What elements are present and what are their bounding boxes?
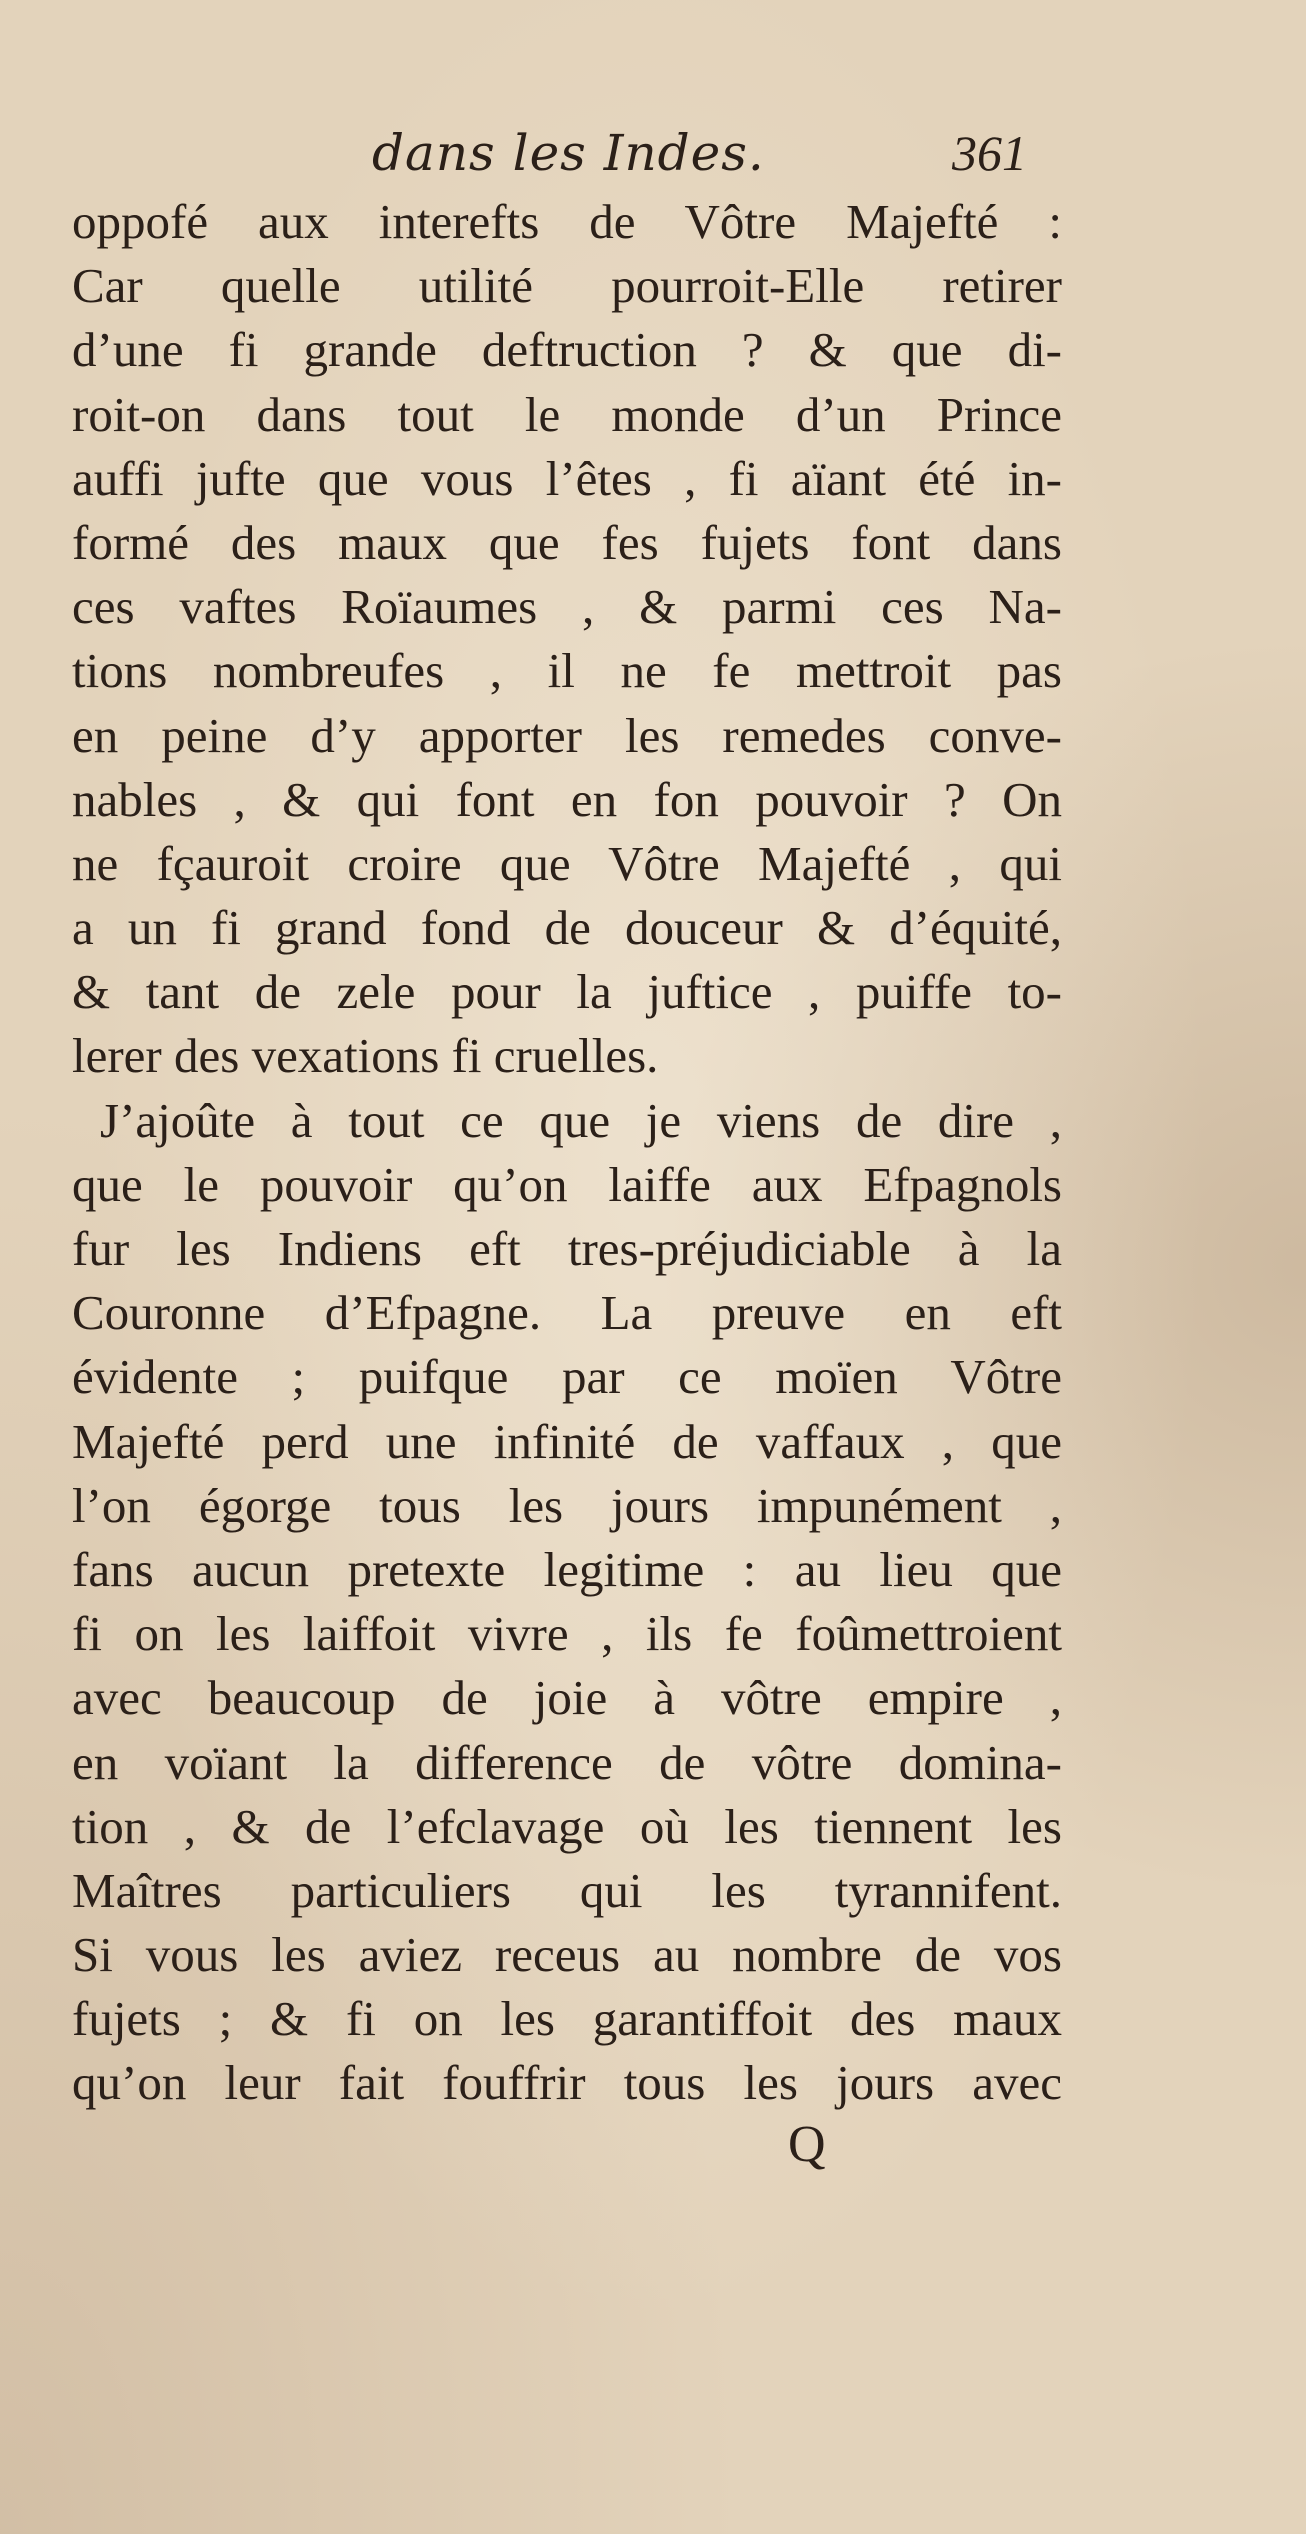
running-title: dans les Indes.	[372, 124, 765, 182]
text-line: Car quelle utilité pourroit-Elle retirer	[72, 258, 1062, 314]
page-header	[72, 118, 1072, 188]
catchword: Q	[788, 2116, 826, 2173]
text-line: ces vaftes Roïaumes , & parmi ces Na-	[72, 579, 1062, 635]
body-text	[72, 190, 1062, 2116]
text-line: nables , & qui font en fon pouvoir ? On	[72, 771, 1062, 827]
text-line: évidente ; puifque par ce moïen Vôtre	[72, 1349, 1062, 1405]
text-line: l’on égorge tous les jours impunément ,	[72, 1477, 1062, 1533]
text-line: en voïant la difference de vôtre domina-	[72, 1734, 1062, 1790]
text-line: Maîtres particuliers qui les tyrannifent.	[72, 1862, 1062, 1918]
text-line: fi on les laiffoit vivre , ils fe foûmettroient	[72, 1606, 1062, 1662]
text-line: en peine d’y apporter les remedes conve-	[72, 707, 1062, 763]
text-line: que le pouvoir qu’on laiffe aux Efpagnols	[72, 1156, 1062, 1212]
text-line: auffi jufte que vous l’êtes , fi aïant été in-	[72, 450, 1062, 506]
text-line: tions nombreufes , il ne fe mettroit pas	[72, 643, 1062, 699]
text-line: Si vous les aviez receus au nombre de vos	[72, 1927, 1062, 1983]
text-line: fans aucun pretexte legitime : au lieu que	[72, 1541, 1062, 1597]
text-line: d’une fi grande deftruction ? & que di-	[72, 322, 1062, 378]
paragraph-start-line: J’ajoûte à tout ce que je viens de dire ,	[100, 1092, 1062, 1148]
text-line: a un fi grand fond de douceur & d’équité,	[72, 900, 1062, 956]
text-line: fur les Indiens eft tres-préjudiciable à la	[72, 1221, 1062, 1276]
text-line: oppofé aux interefts de Vôtre Majefté :	[72, 194, 1062, 249]
page-number: 361	[952, 125, 1027, 181]
text-line: lerer des vexations fi cruelles.	[72, 1028, 659, 1084]
text-line: tion , & de l’efclavage où les tiennent les	[72, 1798, 1062, 1854]
text-line: Majefté perd une infinité de vaffaux , que	[72, 1413, 1062, 1469]
text-line: Couronne d’Efpagne. La preuve en eft	[72, 1285, 1062, 1341]
text-line: formé des maux que fes fujets font dans	[72, 514, 1062, 570]
text-line: qu’on leur fait fouffrir tous les jours avec	[72, 2055, 1062, 2111]
text-line: fujets ; & fi on les garantiffoit des maux	[72, 1991, 1062, 2047]
text-line: avec beaucoup de joie à vôtre empire ,	[72, 1670, 1062, 1726]
text-line: & tant de zele pour la juftice , puiffe to-	[72, 964, 1062, 1020]
text-line: ne fçauroit croire que Vôtre Majefté , qui	[72, 835, 1062, 891]
text-line: roit-on dans tout le monde d’un Prince	[72, 386, 1062, 442]
